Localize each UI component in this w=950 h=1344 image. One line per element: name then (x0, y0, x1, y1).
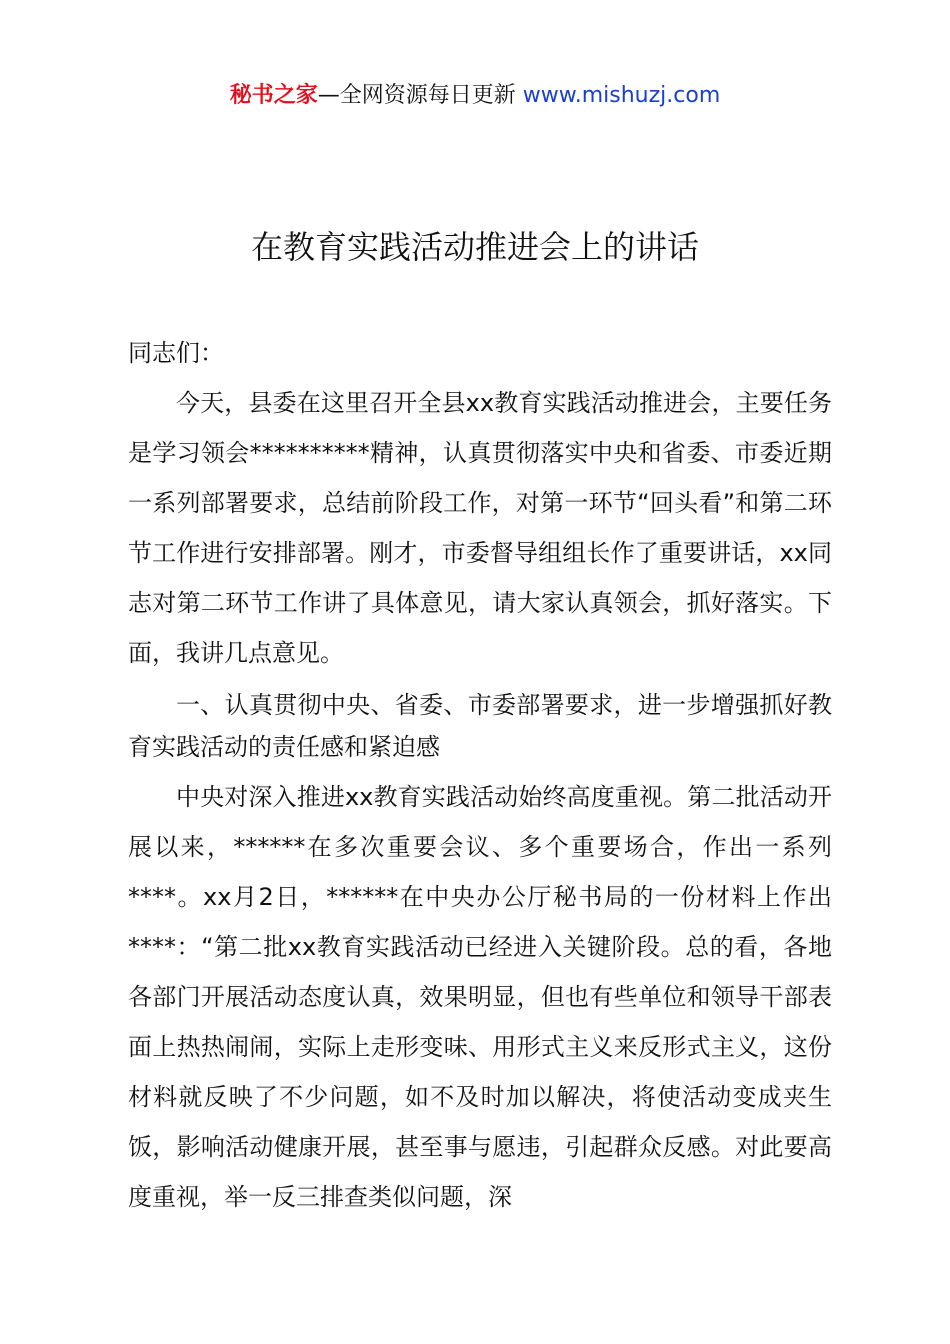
site-url-link[interactable]: www.mishuzj.com (522, 83, 721, 108)
paragraph-intro: 今天，县委在这里召开全县xx教育实践活动推进会，主要任务是学习领会**********精神，认真贯彻落实中央和省委、市委近期一系列部署要求，总结前阶段工作，对第一环节“回头看”和第二环节工作进行安排部署。刚才，市委督导组组长作了重要讲话，xx同志对第二环节工作讲了具体意见，请大家认真领会，抓好落实。下面，我讲几点意见。 (128, 389, 832, 667)
header-slogan: —全网资源每日更新 (317, 83, 516, 108)
section-heading-1: 一、认真贯彻中央、省委、市委部署要求，进一步增强抓好教育实践活动的责任感和紧迫感 (128, 691, 832, 761)
document-title: 在教育实践活动推进会上的讲话 (250, 228, 699, 266)
brand-name: 秘书之家 (229, 83, 318, 108)
document-body (128, 328, 832, 1222)
salutation: 同志们： (128, 339, 224, 367)
site-header (0, 80, 950, 112)
paragraph-section-1: 中央对深入推进xx教育实践活动始终高度重视。第二批活动开展以来，******在多次重要会议、多个重要场合，作出一系列****。xx月2日，******在中央办公厅秘书局的一份材料上作出****：“第二批xx教育实践活动已经进入关键阶段。总的看，各地各部门开展活动态度认真，效果明显，但也有些单位和领导干部表面上热热闹闹，实际上走形变味、用形式主义来反形式主义，这份材料就反映了不少问题，如不及时加以解决，将使活动变成夹生饭，影响活动健康开展，甚至事与愿违，引起群众反感。对此要高度重视，举一反三排查类似问题，深 (128, 783, 832, 1211)
